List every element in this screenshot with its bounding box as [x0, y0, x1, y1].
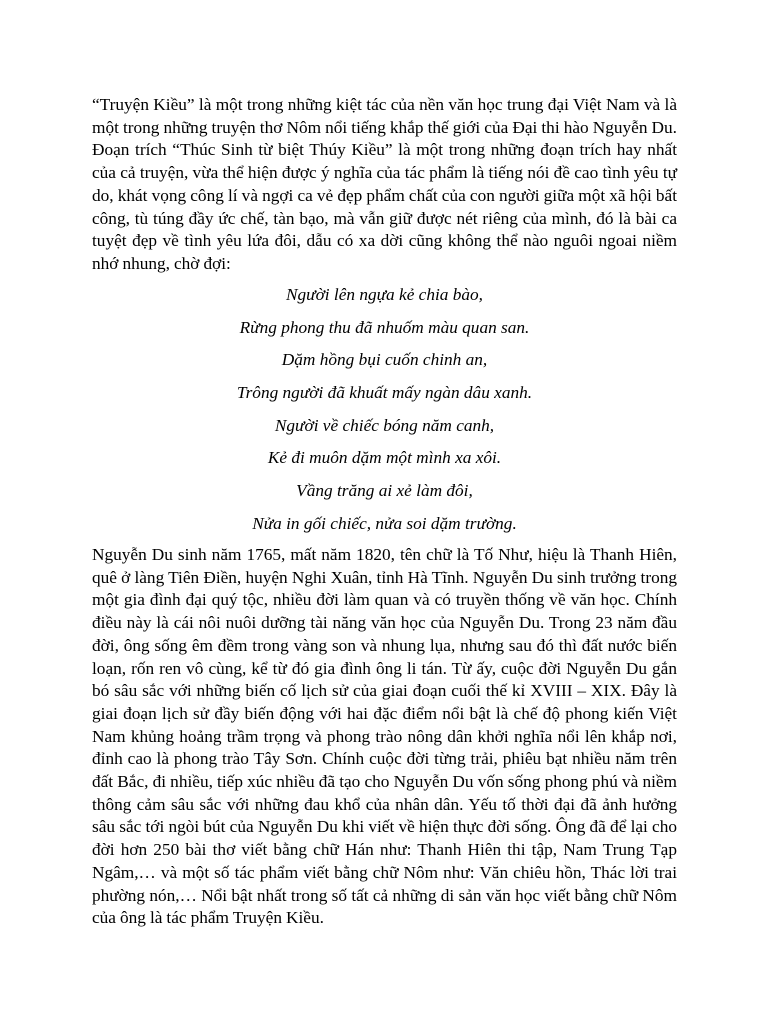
poem-line: Rừng phong thu đã nhuốm màu quan san. — [239, 317, 530, 337]
poem-line: Kẻ đi muôn dặm một mình xa xôi. — [267, 448, 502, 468]
poem-line: Vầng trăng ai xẻ làm đôi, — [296, 481, 473, 501]
author-paragraph: Nguyễn Du sinh năm 1765, mất năm 1820, tên chữ là Tố Như, hiệu là Thanh Hiên, quê ở làng Tiên Điền, huyện Nghi Xuân, tỉnh Hà Tĩnh. Nguyễn Du sinh trưởng trong một gia đình đại quý tộc, nhiều đời làm quan và có truyền thống về văn học. Chính điều này là cái nôi nuôi dưỡng tài năng văn học của Nguyễn Du. Trong 23 năm đầu đời, ông sống êm đềm trong vàng son và nhung lụa, nhưng sau đó thì đất nước biến loạn, rốn ren vô cùng, kể từ đó gia đình ông li tán. Từ ấy, cuộc đời Nguyễn Du gắn bó sâu sắc với những biến cố lịch sử của giai đoạn cuối thế kỉ XVIII – XIX. Đây là giai đoạn lịch sử đầy biến động với hai đặc điểm nổi bật là chế độ phong kiến Việt Nam khủng hoảng trầm trọng và phong trào nông dân khởi nghĩa nổi lên khắp nơi, đỉnh cao là phong trào Tây Sơn. Chính cuộc đời từng trải, phiêu bạt nhiều năm trên đất Bắc, đi nhiều, tiếp xúc nhiều đã tạo cho Nguyễn Du vốn sống phong phú và niềm thông cảm sâu sắc với những đau khổ của nhân dân. Yếu tố thời đại đã ảnh hưởng sâu sắc tới ngòi bút của Nguyễn Du khi viết về hiện thực đời sống. Ông đã để lại cho đời hơn 250 bài thơ viết bằng chữ Hán như: Thanh Hiên thi tập, Nam Trung Tạp Ngâm,… và một số tác phẩm viết bằng chữ Nôm như: Văn chiêu hồn, Thác lời trai phường nón,… Nổi bật nhất trong số tất cả những di sản văn học viết bằng chữ Nôm của ông là tác phẩm Truyện Kiều. — [92, 545, 677, 928]
poem-line: Dặm hồng bụi cuốn chinh an, — [281, 350, 488, 370]
intro-paragraph: “Truyện Kiều” là một trong những kiệt tác của nền văn học trung đại Việt Nam và là một trong những truyện thơ Nôm nổi tiếng khắp thế giới của Đại thi hào Nguyễn Du. Đoạn trích “Thúc Sinh từ biệt Thúy Kiều” là một trong những đoạn trích hay nhất của cả truyện, vừa thể hiện được ý nghĩa của tác phẩm là tiếng nói đề cao tình yêu tự do, khát vọng công lí và ngợi ca vẻ đẹp phẩm chất của con người giữa một xã hội bất công, tù túng đầy ức chế, tàn bạo, mà vẫn giữ được nét riêng của mình, đó là bài ca tuyệt đẹp về tình yêu lứa đôi, dẫu có xa dời cũng không thể nào nguôi ngoai niềm nhớ nhung, chờ đợi: — [92, 95, 677, 273]
poem-excerpt — [92, 284, 677, 546]
poem-line: Người về chiếc bóng năm canh, — [274, 415, 495, 435]
poem-line: Người lên ngựa kẻ chia bào, — [285, 285, 483, 304]
poem-line: Nửa in gối chiếc, nửa soi dặm trường. — [252, 513, 517, 533]
poem-line: Trông người đã khuất mấy ngàn dâu xanh. — [236, 383, 533, 403]
